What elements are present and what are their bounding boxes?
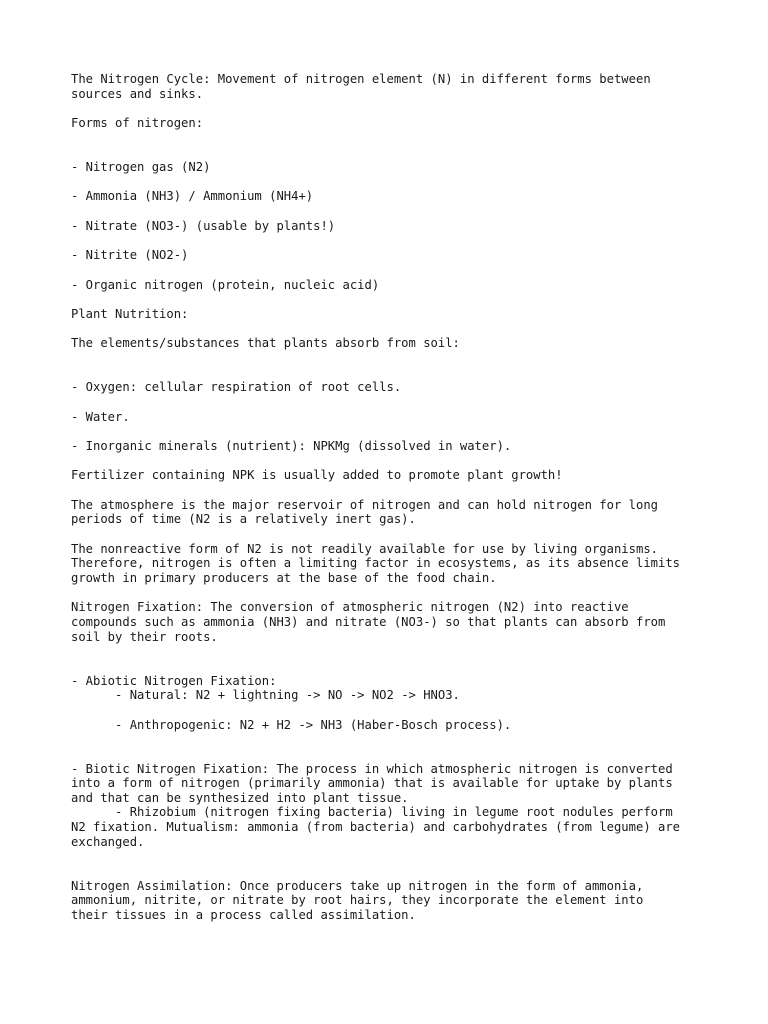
form-item: - Nitrogen gas (N2) (71, 159, 211, 174)
atmosphere-paragraph: The atmosphere is the major reservoir of nitrogen and can hold nitrogen for long periods of time (N2 is a relatively inert gas). (71, 497, 658, 527)
nonreactive-paragraph: The nonreactive form of N2 is not readily available for use by living organisms. Therefore, nitrogen is often a limiting factor in ecosystems, as its absence limits growth in primary producers at the base of the food chain. (71, 541, 681, 586)
form-item: - Ammonia (NH3) / Ammonium (NH4+) (71, 189, 314, 204)
forms-heading: Forms of nitrogen: (71, 115, 204, 130)
plant-nutrition-heading: Plant Nutrition: (71, 306, 189, 321)
document-page (71, 72, 711, 922)
form-item: - Nitrite (NO2-) (71, 248, 189, 263)
plant-nutrition-intro: The elements/substances that plants absorb from soil: (71, 336, 460, 351)
fixation-paragraph: Nitrogen Fixation: The conversion of atmospheric nitrogen (N2) into reactive compounds such as ammonia (NH3) and nitrate (NO3-) so that plants can absorb from soil by their roots. (71, 600, 666, 644)
plant-item: - Oxygen: cellular respiration of root cells. (71, 380, 402, 395)
plant-item: - Water. (71, 409, 130, 424)
abiotic-anthropogenic: - Anthropogenic: N2 + H2 -> NH3 (Haber-Bosch process). (71, 717, 512, 732)
abiotic-section: - Abiotic Nitrogen Fixation: - Natural: N2 + lightning -> NO -> NO2 -> HNO3. (71, 673, 460, 703)
form-item: - Nitrate (NO3-) (usable by plants!) (71, 218, 336, 233)
biotic-paragraph: - Biotic Nitrogen Fixation: The process in which atmospheric nitrogen is converted into a form of nitrogen (primarily ammonia) that is available for uptake by plants and that can be synthesized into plant tissue. - Rhizobium (nitrogen fixing bacteria) living in legume root nodules perform N2 fixation. Mutualism: ammonia (from bacteria) and carbohydrates (from legume) are exchanged. (71, 761, 681, 849)
form-item: - Organic nitrogen (protein, nucleic acid) (71, 277, 380, 292)
fertilizer-note: Fertilizer containing NPK is usually added to promote plant growth! (71, 468, 563, 483)
assimilation-paragraph: Nitrogen Assimilation: Once producers take up nitrogen in the form of ammonia, ammonium, nitrite, or nitrate by root hairs, they incorporate the element into their tissues in a process called assimilation. (71, 878, 644, 922)
intro-paragraph: The Nitrogen Cycle: Movement of nitrogen element (N) in different forms between sources and sinks. (71, 72, 651, 101)
plant-item: - Inorganic minerals (nutrient): NPKMg (dissolved in water). (71, 439, 512, 454)
